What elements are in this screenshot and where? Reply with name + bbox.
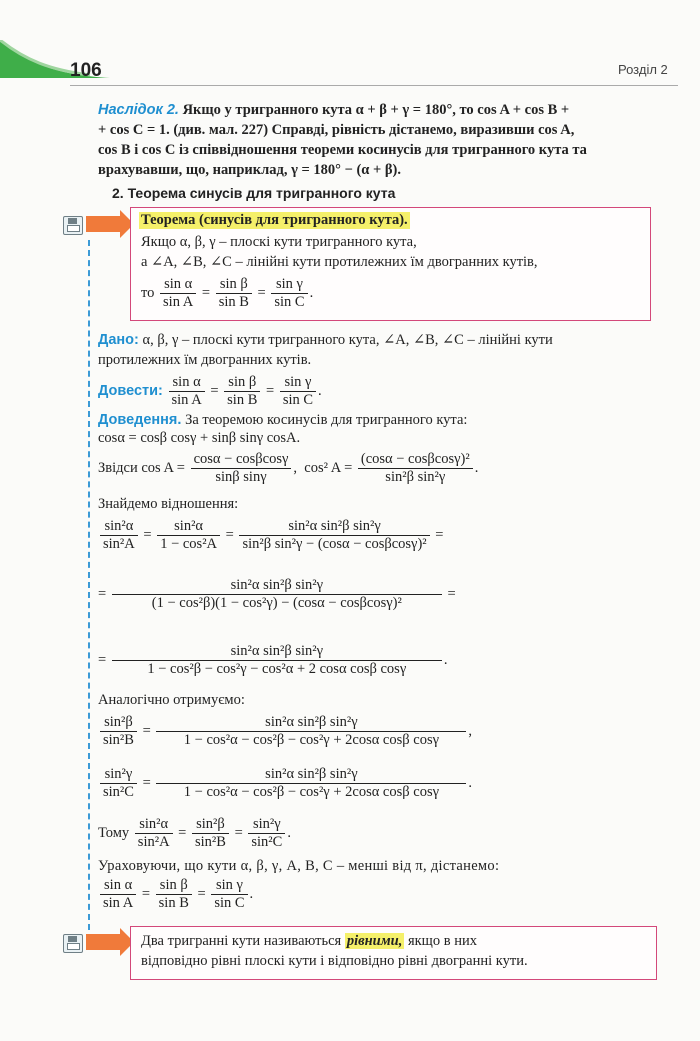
prove-line: Довести: $\frac{\text{sin α}}{\text{sin A}}$ = $\frac{\text{sin β}}{\text{sin B}}$ = $\frac{\text{sin γ}}{\text{sin C}}$ . [98, 374, 322, 409]
considering-line: Ураховуючи, що кути α, β, γ, A, B, C – менші від π, дістанемо: [98, 858, 500, 874]
given-line-1: Дано: α, β, γ – плоскі кути тригранного кута, ∠A, ∠B, ∠C – лінійні кути [98, 332, 553, 348]
final-formula: $\frac{\text{sin α}}{\text{sin A}}$ = $\frac{\text{sin β}}{\text{sin B}}$ = $\frac{\text{sin γ}}{\text{sin C}}$ . [98, 874, 253, 914]
definition-highlight: рівними, [346, 933, 403, 949]
arrow-icon [86, 934, 120, 950]
margin-dashed-line [88, 240, 90, 930]
theorem-line-2: а ∠A, ∠B, ∠C – лінійні кути протилежних їм двогранних кутів, [141, 254, 538, 270]
proof-label: Доведення. [98, 412, 182, 428]
proof-line-1: Доведення. За теоремою косинусів для тригранного кута: [98, 412, 468, 428]
header-rule [70, 85, 678, 86]
theorem-box [130, 207, 651, 321]
ratio-line-2: = $\frac{\text{sin²α sin²β sin²γ}}{\text{(1 − cos²β)(1 − cos²γ) − (cosα − cosβcosγ)²}}$ = [98, 577, 456, 612]
arrow-icon [86, 216, 120, 232]
ratio-line-3: = $\frac{\text{sin²α sin²β sin²γ}}{\text{1 − cos²β − cos²γ − cos²α + 2 cosα cosβ cosγ}}$ . [98, 643, 448, 678]
find-ratio: Знайдемо відношення: [98, 496, 239, 512]
save-icon [63, 216, 83, 235]
theorem-formula: то $\frac{\text{sin α}}{\text{sin A}}$ = $\frac{\text{sin β}}{\text{sin B}}$ = $\frac{\text{sin γ}}{\text{sin C}}$ . [141, 276, 314, 310]
cosine-law: cosα = cosβ cosγ + sinβ sinγ cosA. [98, 430, 301, 446]
corollary-line-3: cos B і cos C із співвідношення теореми косинусів для тригранного кута та [98, 142, 587, 158]
definition-box [130, 926, 657, 980]
given-label: Дано: [98, 332, 139, 348]
ratio-beta: $\frac{\text{sin²β}}{\text{sin²B}}$ = $\frac{\text{sin²α sin²β sin²γ}}{\text{1 − cos²α − cos²β − cos²γ + 2cosα cosβ cosγ}}$ , [98, 710, 472, 752]
definition-line-1: Два тригранні кути називаються рівними, якщо в них [141, 933, 477, 949]
corollary-line-1: Наслідок 2. Якщо у тригранного кута α + β + γ = 180°, то cos A + cos B + [98, 102, 570, 118]
page-number: 106 [70, 60, 102, 81]
fraction: $\frac{\text{sin γ}}{\text{sin C}}$ [271, 276, 307, 311]
definition-line-2: відповідно рівні плоскі кути і відповідно рівні двогранні кути. [141, 953, 528, 969]
given-line-2: протилежних їм двогранних кутів. [98, 352, 312, 368]
fraction: $\frac{\text{sin α}}{\text{sin A}}$ [160, 276, 196, 311]
ratio-gamma: $\frac{\text{sin²γ}}{\text{sin²C}}$ = $\frac{\text{sin²α sin²β sin²γ}}{\text{1 − cos²α − cos²β − cos²γ + 2cosα cosβ cosγ}}$ . [98, 762, 472, 804]
cosA-formula: Звідси cos A = $\frac{\cos\alpha - \cos\beta\cos\gamma}{\text{sinβ sinγ}}$ , cos² A = $\frac{\text{(cosα − cosβcosγ)²}}{\text{sin²β sin²γ}}$ . [98, 451, 479, 486]
corollary-line-2: + cos C = 1. (див. мал. 227) Справді, рівність дістанемо, виразивши cos A, [98, 122, 575, 138]
theorem-title: Теорема (синусів для тригранного кута). [141, 212, 408, 228]
theorem-line-1: Якщо α, β, γ – плоскі кути тригранного кута, [141, 234, 417, 250]
ratio-line-1: $\frac{\text{sin²α}}{\text{sin²A}}$ = $\frac{\text{sin²α}}{\text{1 − cos²A}}$ = $\frac{\text{sin²α sin²β sin²γ}}{\text{sin²β sin²γ − (cosα − cosβcosγ)²}}$ = [98, 514, 443, 556]
section-label: Розділ 2 [618, 62, 668, 77]
section-heading: 2. Теорема синусів для тригранного кута [112, 185, 396, 201]
save-icon [63, 934, 83, 953]
corollary-label: Наслідок 2. [98, 102, 179, 118]
thus-line: Тому $\frac{\text{sin²α}}{\text{sin²A}}$ = $\frac{\text{sin²β}}{\text{sin²B}}$ = $\frac{\text{sin²γ}}{\text{sin²C}}$ . [98, 816, 291, 851]
prove-label: Довести: [98, 383, 163, 399]
corollary-line-4: врахувавши, що, наприклад, γ = 180° − (α + β). [98, 162, 401, 178]
fraction: $\frac{\text{sin β}}{\text{sin B}}$ [216, 276, 252, 311]
similar-text: Аналогічно отримуємо: [98, 692, 245, 708]
